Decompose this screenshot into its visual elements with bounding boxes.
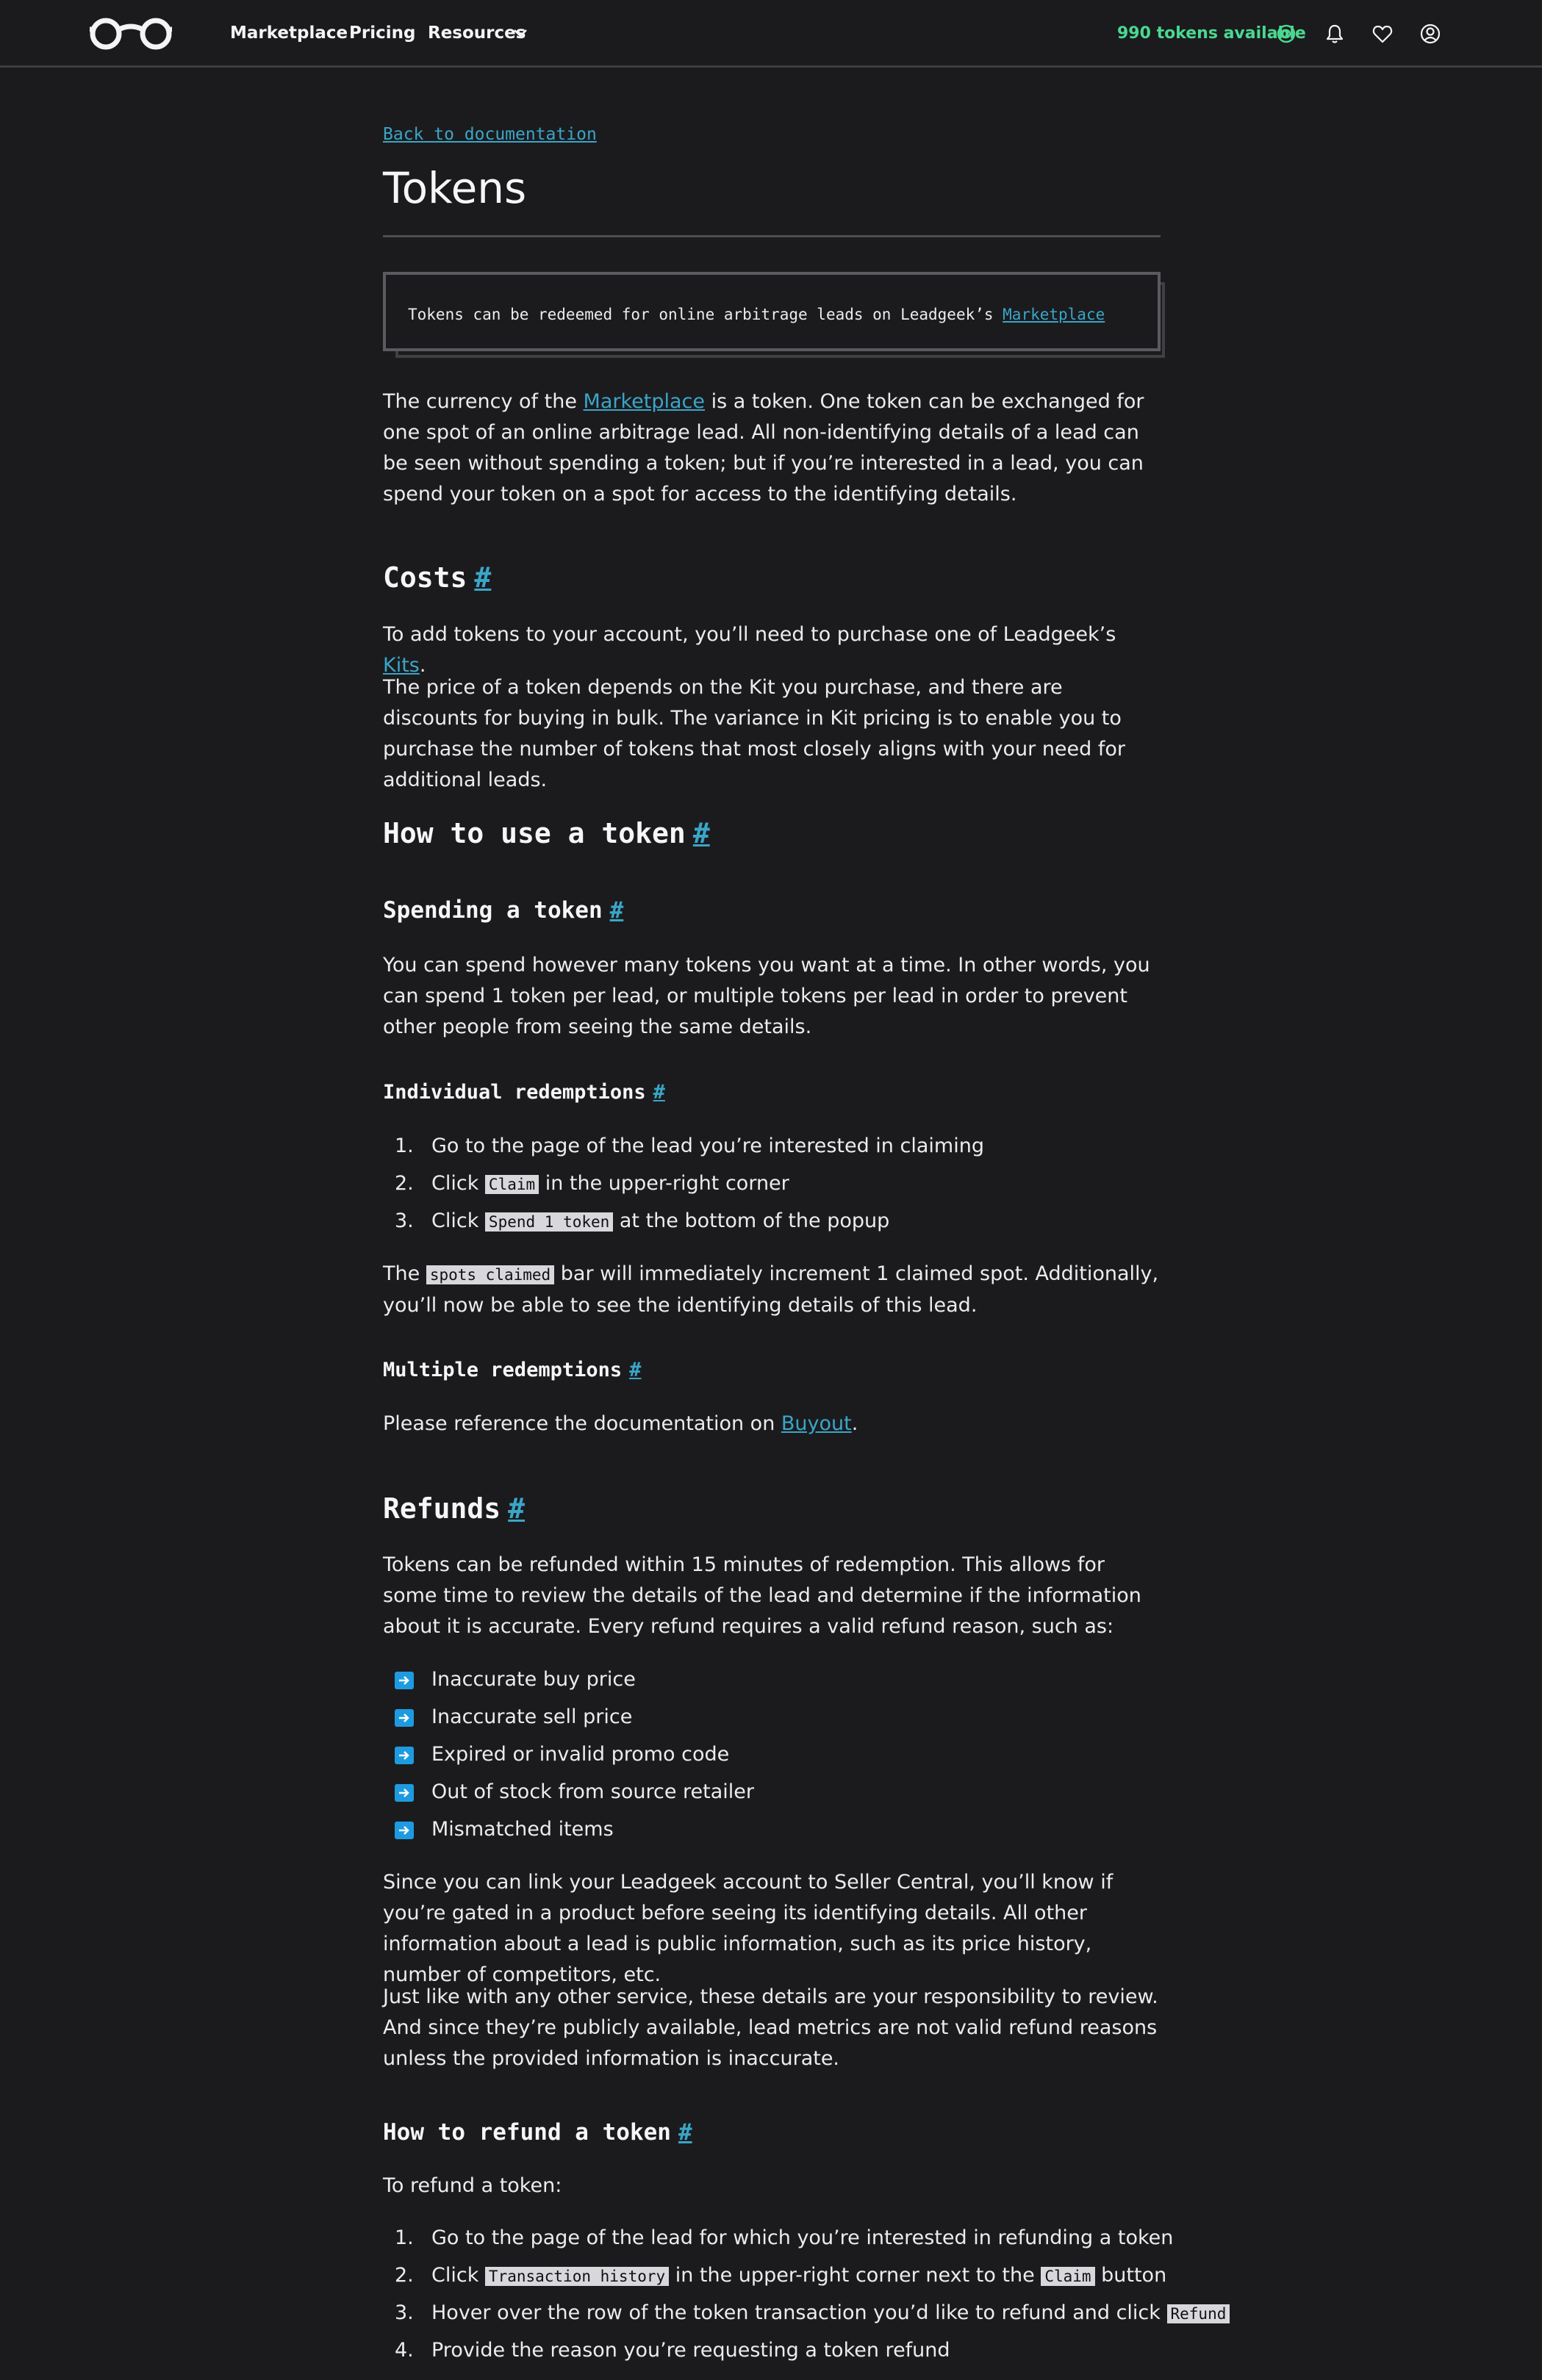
- heading-how-to-refund-label: How to refund a token: [383, 2119, 671, 2146]
- buyout-link[interactable]: Buyout: [781, 1412, 852, 1435]
- callout-marketplace-link[interactable]: Marketplace: [1003, 306, 1105, 323]
- tokens-available-count[interactable]: 990 tokens available: [1117, 24, 1306, 43]
- list-number: 2.: [395, 1172, 414, 1195]
- code-claim: Claim: [485, 1175, 539, 1194]
- code-spots-claimed: spots claimed: [426, 1265, 554, 1284]
- list-text-before: Click: [431, 2264, 485, 2287]
- spending-paragraph: You can spend however many tokens you want at a time. In other words, you can spend 1 token per lead, or multiple tokens per lead in order to prevent other people from seeing the same details.: [383, 954, 1150, 1038]
- heading-refunds-label: Refunds: [383, 1492, 501, 1525]
- anchor-spending[interactable]: #: [609, 897, 624, 924]
- list-number: 1.: [395, 1135, 414, 1157]
- refund-reason: Inaccurate sell price: [431, 1705, 633, 1728]
- heading-how-to-use-label: How to use a token: [383, 817, 686, 849]
- individual-after-text: The: [383, 1262, 426, 1285]
- list-text: [431, 1171, 789, 1198]
- list-text-mid: in the upper-right corner next to the: [669, 2264, 1041, 2287]
- list-number: 1.: [395, 2226, 414, 2249]
- heading-how-to-use: [383, 817, 710, 849]
- heading-costs-label: Costs: [383, 561, 467, 594]
- refunds-paragraph-3: Just like with any other service, these details are your responsibility to review. And since they’re publicly available, lead metrics are not valid refund reasons unless the provided information is inaccurate.: [383, 1985, 1158, 2070]
- refund-reason: Out of stock from source retailer: [431, 1780, 755, 1803]
- refund-reason: Mismatched items: [431, 1818, 614, 1841]
- list-text: [431, 2262, 1166, 2290]
- list-text-before: Click: [431, 1172, 485, 1195]
- heading-multiple-redemptions: [383, 1359, 641, 1381]
- list-text-after: button: [1094, 2264, 1167, 2287]
- individual-after-paragraph: [383, 1259, 1161, 1321]
- token-icon[interactable]: [1276, 24, 1297, 44]
- multiple-paragraph: [383, 1409, 1161, 1439]
- callout-text: [408, 306, 1105, 323]
- code-spend-token: Spend 1 token: [485, 1212, 613, 1232]
- heading-multiple-label: Multiple redemptions: [383, 1359, 623, 1381]
- list-text-before: Click: [431, 1209, 485, 1232]
- kits-link[interactable]: Kits: [383, 654, 420, 677]
- code-claim: Claim: [1041, 2267, 1094, 2286]
- costs-p1-text: To add tokens to your account, you’ll need to purchase one of Leadgeek’s: [383, 623, 1116, 646]
- anchor-how-to-refund[interactable]: #: [678, 2119, 692, 2146]
- anchor-individual[interactable]: #: [653, 1081, 665, 1104]
- refunds-paragraph-2: Since you can link your Leadgeek account to Seller Central, you’ll know if you’re gated in a product before seeing its identifying details. All other information about a lead is public information, such as its price history, number of competitors, etc.: [383, 1871, 1114, 1986]
- intro-paragraph: [383, 387, 1161, 510]
- arrow-right-icon: [395, 1784, 414, 1802]
- heading-how-to-refund: [383, 2119, 692, 2146]
- heading-refunds: [383, 1492, 525, 1525]
- multiple-text: Please reference the documentation on: [383, 1412, 781, 1435]
- nav-resources[interactable]: Resources: [428, 24, 526, 43]
- multiple-text-end: .: [851, 1412, 858, 1435]
- arrow-right-icon: [395, 1709, 414, 1727]
- heading-costs: [383, 561, 491, 594]
- list-number: 3.: [395, 2301, 414, 2324]
- bell-icon[interactable]: [1324, 23, 1346, 45]
- arrow-right-icon: [395, 1747, 414, 1764]
- heading-spending-label: Spending a token: [383, 897, 603, 924]
- heading-individual-label: Individual redemptions: [383, 1081, 646, 1104]
- list-number: 3.: [395, 1209, 414, 1232]
- list-text-after: at the bottom of the popup: [613, 1209, 890, 1232]
- nav-pricing[interactable]: Pricing: [349, 24, 416, 43]
- nav-marketplace[interactable]: Marketplace: [230, 24, 348, 43]
- anchor-costs[interactable]: #: [474, 561, 492, 594]
- back-to-documentation-link[interactable]: Back to documentation: [383, 125, 597, 144]
- refund-intro: To refund a token:: [383, 2174, 562, 2197]
- costs-p1-end: .: [419, 654, 426, 677]
- title-divider: [383, 235, 1161, 237]
- list-text-before: Hover over the row of the token transaction you’d like to refund and click: [431, 2301, 1167, 2324]
- code-transaction-history: Transaction history: [485, 2267, 669, 2286]
- refund-reason: Expired or invalid promo code: [431, 1743, 730, 1766]
- refunds-intro-paragraph: Tokens can be refunded within 15 minutes of redemption. This allows for some time to review the details of the lead and determine if the information about it is accurate. Every refund requires a valid refund reason, such as:: [383, 1553, 1141, 1638]
- list-number: 2.: [395, 2264, 414, 2287]
- user-circle-icon[interactable]: [1419, 23, 1441, 45]
- individual-after-rest: bar will immediately increment 1 claimed spot. Additionally, you’ll now be able to see the identifying details of this lead.: [383, 1262, 1159, 1317]
- intro-text-after: is a token. One token can be exchanged for one spot of an online arbitrage lead. All non-identifying details of a lead can be seen without spending a token; but if you’re interested in a lead, you can spend your token on a spot for access to the identifying details.: [383, 390, 1144, 506]
- costs-paragraph-2: The price of a token depends on the Kit you purchase, and there are discounts for buying in bulk. The variance in Kit pricing is to enable you to purchase the number of tokens that most closely aligns with your need for additional leads.: [383, 676, 1125, 791]
- code-refund: Refund: [1167, 2304, 1230, 2323]
- chevron-down-icon[interactable]: [512, 28, 528, 38]
- list-text: Go to the page of the lead for which you’re interested in refunding a token: [431, 2226, 1174, 2249]
- heading-spending: [383, 897, 623, 924]
- page-title: Tokens: [383, 163, 527, 213]
- top-navigation-bar: [0, 0, 1542, 68]
- arrow-right-icon: [395, 1822, 414, 1839]
- list-text: [431, 1208, 889, 1235]
- list-text: [431, 2300, 1230, 2327]
- intro-marketplace-link[interactable]: Marketplace: [583, 390, 705, 413]
- refund-reason: Inaccurate buy price: [431, 1668, 636, 1691]
- list-text: Provide the reason you’re requesting a token refund: [431, 2339, 950, 2362]
- anchor-how-to-use[interactable]: #: [692, 817, 710, 849]
- heading-individual-redemptions: [383, 1081, 665, 1104]
- list-text: Go to the page of the lead you’re interested in claiming: [431, 1135, 984, 1157]
- intro-text-before: The currency of the: [383, 390, 584, 413]
- list-number: 4.: [395, 2339, 414, 2362]
- heart-icon[interactable]: [1371, 23, 1394, 45]
- callout-box: [383, 272, 1161, 351]
- arrow-right-icon: [395, 1672, 414, 1689]
- glasses-logo[interactable]: [87, 15, 175, 53]
- callout-text-body: Tokens can be redeemed for online arbitrage leads on Leadgeek’s: [408, 306, 1003, 323]
- anchor-refunds[interactable]: #: [508, 1492, 526, 1525]
- list-text-after: in the upper-right corner: [539, 1172, 789, 1195]
- anchor-multiple[interactable]: #: [629, 1359, 642, 1381]
